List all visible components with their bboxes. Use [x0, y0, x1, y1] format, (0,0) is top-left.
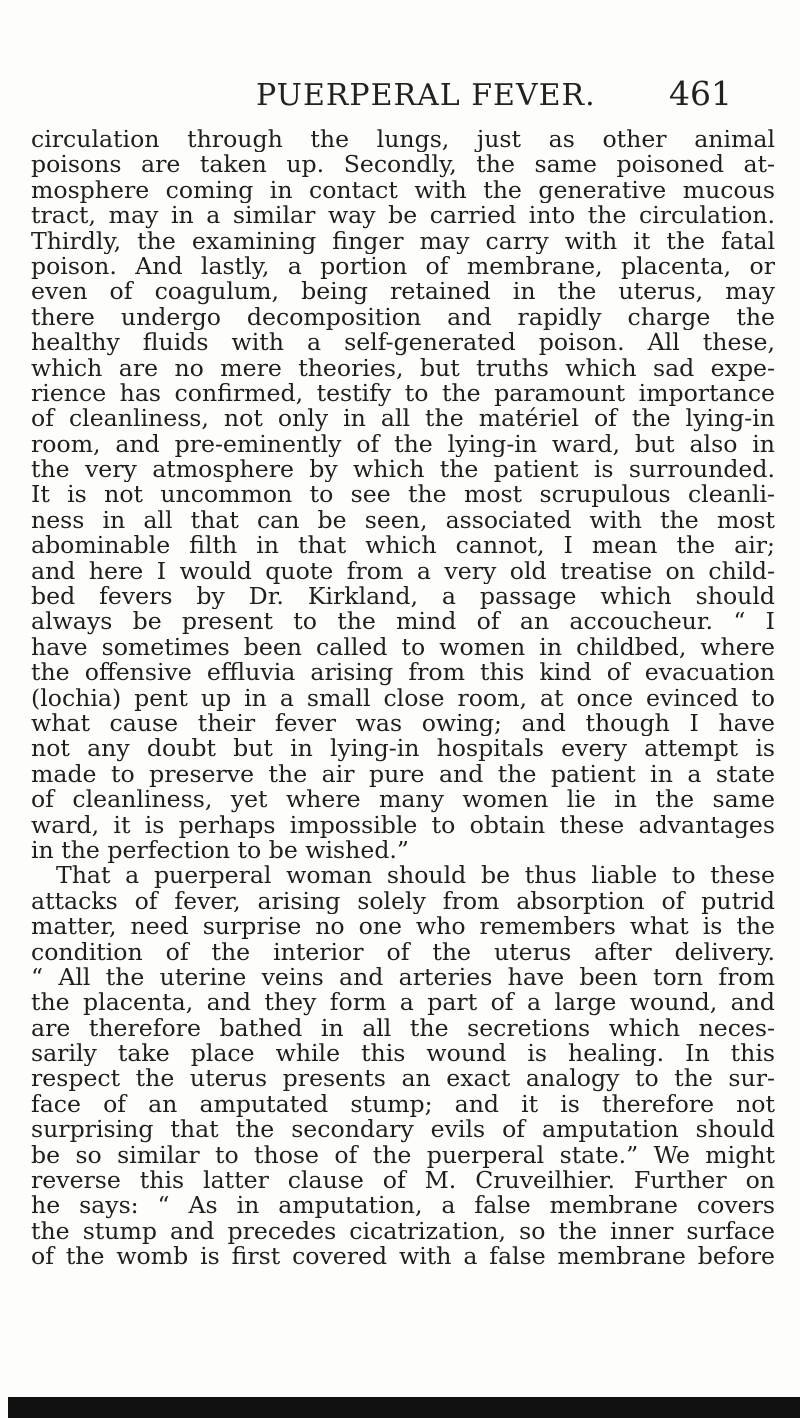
text-line: tract, may in a similar way be carried into the circulation. [31, 203, 775, 229]
text-line: of cleanliness, not only in all the matériel of the lying-in [31, 406, 775, 432]
text-line: not any doubt but in lying-in hospitals every attempt is [31, 736, 775, 762]
text-line: abominable filth in that which cannot, I mean the air; [31, 533, 775, 559]
text-line: of cleanliness, yet where many women lie in the same [31, 787, 775, 813]
text-line: poison. And lastly, a portion of membrane, placenta, or [31, 253, 775, 280]
text-line: reverse this latter clause of M. Cruveilhier. Further on [31, 1168, 775, 1194]
text-line: “ All the uterine veins and arteries have been torn from [31, 964, 775, 991]
text-line: mosphere coming in contact with the generative mucous [31, 177, 775, 204]
text-line: made to preserve the air pure and the patient in a state [31, 761, 775, 788]
text-line: of the womb is first covered with a false membrane before [31, 1244, 775, 1270]
text-line: (lochia) pent up in a small close room, at once evinced to [31, 685, 775, 711]
text-line: be so similar to those of the puerperal state.” We might [31, 1142, 775, 1169]
text-line: ward, it is perhaps impossible to obtain these advantages [31, 812, 775, 838]
text-line: surprising that the secondary evils of amputation should [31, 1117, 775, 1143]
text-line: in the perfection to be wished.” [31, 837, 409, 864]
text-line: healthy fluids with a self-generated poison. All these, [31, 330, 775, 356]
text-line: have sometimes been called to women in childbed, where [31, 634, 775, 661]
text-line: the placenta, and they form a part of a large wound, and [31, 990, 775, 1016]
text-line: what cause their fever was owing; and though I have [31, 710, 775, 737]
text-line: That a puerperal woman should be thus liable to these [56, 863, 775, 889]
text-line: poisons are taken up. Secondly, the same poisoned at- [31, 152, 775, 178]
text-line: matter, need surprise no one who remembers what is the [31, 914, 775, 940]
text-line: always be present to the mind of an accoucheur. “ I [31, 609, 775, 635]
body-text [31, 127, 775, 1270]
text-line: sarily take place while this wound is healing. In this [31, 1041, 775, 1067]
page-number: 461 [669, 74, 732, 113]
running-head: PUERPERAL FEVER. [256, 78, 596, 113]
text-line: the stump and precedes cicatrization, so the inner surface [31, 1218, 775, 1245]
text-line: rience has confirmed, testify to the paramount importance [31, 380, 775, 407]
text-line: there undergo decomposition and rapidly charge the [31, 304, 775, 331]
text-line: the very atmosphere by which the patient is surrounded. [31, 457, 775, 483]
text-line: Thirdly, the examining finger may carry with it the fatal [31, 228, 775, 254]
text-line: attacks of fever, arising solely from absorption of putrid [31, 888, 775, 915]
text-line: are therefore bathed in all the secretions which neces- [31, 1015, 775, 1042]
text-line: even of coagulum, being retained in the uterus, may [31, 279, 775, 305]
text-line: face of an amputated stump; and it is therefore not [31, 1091, 775, 1118]
text-line: he says: “ As in amputation, a false membrane covers [31, 1193, 775, 1219]
text-line: ness in all that can be seen, associated with the most [31, 507, 775, 534]
text-line: and here I would quote from a very old treatise on child- [31, 558, 775, 585]
text-line: bed fevers by Dr. Kirkland, a passage which should [31, 584, 775, 610]
text-line: It is not uncommon to see the most scrupulous cleanli- [31, 482, 775, 508]
text-line: which are no mere theories, but truths which sad expe- [31, 355, 775, 381]
text-line: circulation through the lungs, just as other animal [31, 127, 775, 153]
scan-edge-bar [8, 1397, 800, 1418]
text-line: respect the uterus presents an exact analogy to the sur- [31, 1066, 775, 1092]
text-line: the offensive effluvia arising from this kind of evacuation [31, 660, 775, 686]
text-line: condition of the interior of the uterus after delivery. [31, 939, 775, 965]
text-line: room, and pre-eminently of the lying-in ward, but also in [31, 431, 775, 458]
